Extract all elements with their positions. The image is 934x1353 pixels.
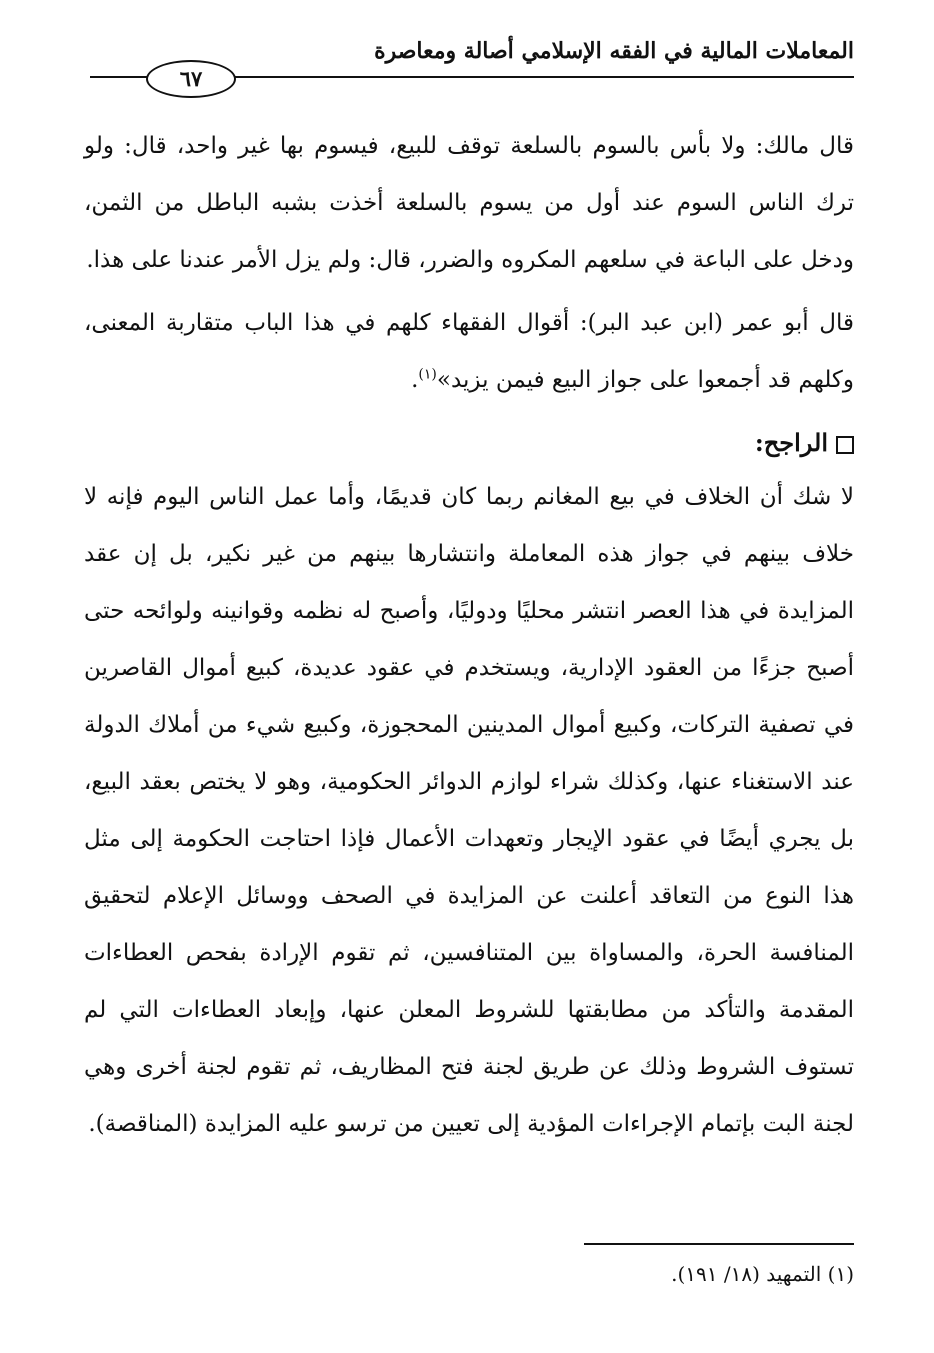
main-text [84, 118, 854, 1153]
square-bullet-icon [836, 436, 854, 454]
footnote-reference: (١) [418, 366, 437, 383]
footnote: (١) التمهيد (١٨/ ١٩١). [671, 1262, 854, 1286]
paragraph-ibn-abd-al-barr-text: قال أبو عمر (ابن عبد البر): أقوال الفقهاء كلهم في هذا الباب متقاربة المعنى، وكلهم قد أجمعوا على جواز البيع فيمن يزيد» [84, 310, 854, 393]
paragraph-ibn-abd-al-barr [84, 295, 854, 409]
section-heading [84, 417, 854, 469]
footnote-rule [584, 1243, 854, 1245]
section-heading-text: الراجح: [754, 428, 828, 457]
paragraph-preferred-view: لا شك أن الخلاف في بيع المغانم ربما كان قديمًا، وأما عمل الناس اليوم فإنه لا خلاف بينهم في جواز هذه المعاملة وانتشارها بينهم من غير نكير، بل إن عقد المزايدة في هذا العصر انتشر محليًا ودوليًا، وأصبح له نظمه وقوانينه ولوائحه حتى أصبح جزءًا من العقود الإدارية، ويستخدم في عقود عديدة، كبيع أموال القاصرين في تصفية التركات، وكبيع أموال المدينين المحجوزة، وكبيع شيء من أملاك الدولة عند الاستغناء عنها، وكذلك شراء لوازم الدوائر الحكومية، وهو لا يختص بعقد البيع، بل يجري أيضًا في عقود الإيجار وتعهدات الأعمال فإذا احتاجت الحكومة إلى مثل هذا النوع من التعاقد أعلنت عن المزايدة في الصحف ووسائل الإعلام لتحقيق المنافسة الحرة، والمساواة بين المتنافسين، ثم تقوم الإرادة بفحص العطاءات المقدمة والتأكد من مطابقتها للشروط المعلن عنها، وإبعاد العطاءات التي لم تستوف الشروط وذلك عن طريق لجنة فتح المظاريف، ثم تقوم لجنة أخرى وهي لجنة البت بإتمام الإجراءات المؤدية إلى تعيين من ترسو عليه المزايدة (المناقصة). [84, 484, 855, 1137]
running-header-title: المعاملات المالية في الفقه الإسلامي أصالة ومعاصرة [374, 38, 854, 64]
paragraph-end-mark: . [411, 367, 419, 393]
page-number: ٦٧ [146, 60, 236, 98]
paragraph-malik: قال مالك: ولا بأس بالسوم بالسلعة توقف للبيع، فيسوم بها غير واحد، قال: ولو ترك الناس السوم عند أول من يسوم بالسلعة أخذت بشبه الباطل من الثمن، ودخل على الباعة في سلعهم المكروه والضرر، قال: ولم يزل الأمر عندنا على هذا. [84, 133, 854, 273]
